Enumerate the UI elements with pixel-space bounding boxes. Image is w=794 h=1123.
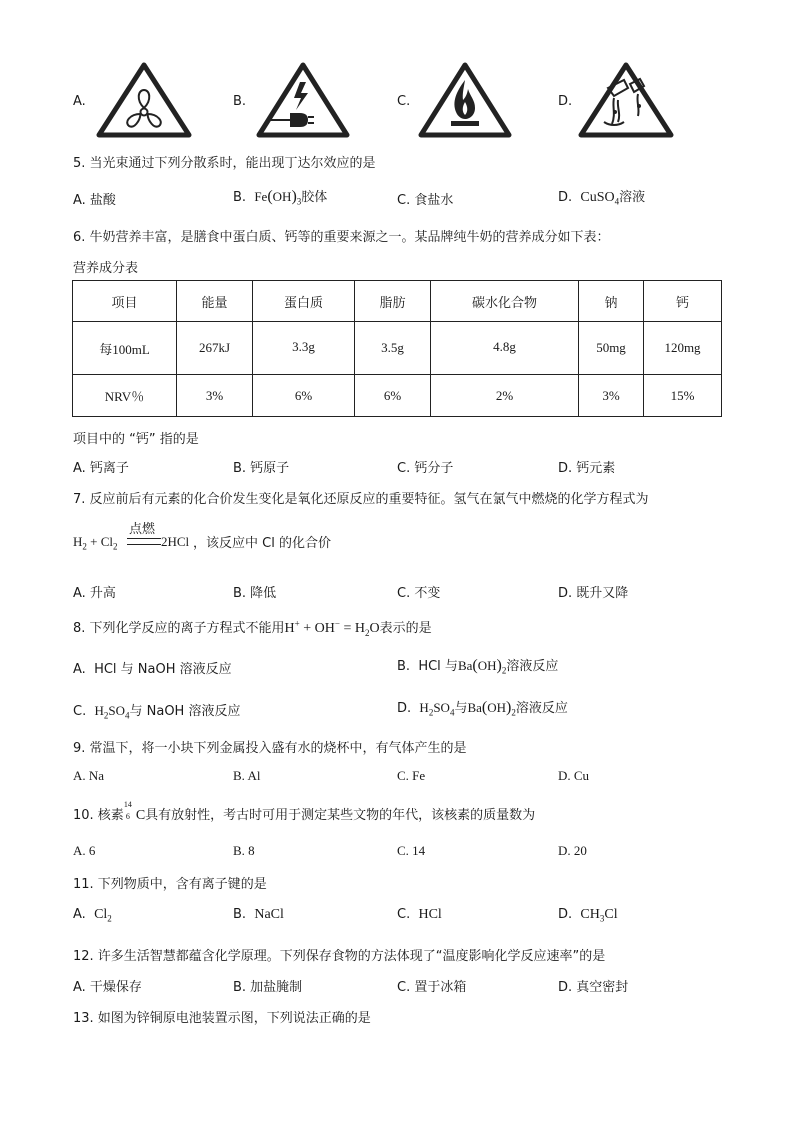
header-calcium: 钙 — [644, 281, 722, 322]
table-cell: 267kJ — [177, 322, 253, 375]
reaction-condition: 点燃 — [129, 522, 156, 537]
electrical-hazard-sign-icon — [256, 62, 350, 138]
q13-stem: 13. 如图为锌铜原电池装置示图，下列说法正确的是 — [73, 1011, 371, 1026]
q7-option-c: C. 不变 — [397, 586, 441, 601]
table-cell: NRV％ — [73, 375, 177, 417]
q5-option-c: C. 食盐水 — [397, 193, 454, 208]
fan-warning-sign-icon — [96, 62, 192, 138]
q4-option-d-label: D. — [558, 94, 573, 109]
table-cell: 每100mL — [73, 322, 177, 375]
q11-option-a: A. $Cl_2$ — [73, 907, 112, 924]
q6-option-a: A. 钙离子 — [73, 461, 129, 476]
q4-option-c-label: C. — [397, 94, 411, 109]
q9-option-a: A. Na — [73, 768, 105, 783]
header-carbohydrate: 碳水化合物 — [431, 281, 579, 322]
header-energy: 能量 — [177, 281, 253, 322]
table-cell: 50mg — [579, 322, 644, 375]
table-cell: 3% — [579, 375, 644, 417]
table-row — [73, 322, 722, 375]
table-cell: 15% — [644, 375, 722, 417]
q4-option-a-label: A. — [73, 94, 86, 109]
q12-option-c: C. 置于冰箱 — [397, 980, 467, 995]
nuclide-notation: 14 6 — [123, 800, 132, 821]
table-cell: 3% — [177, 375, 253, 417]
q9-stem: 9. 常温下，将一小块下列金属投入盛有水的烧杯中，有气体产生的是 — [73, 741, 467, 756]
q7-option-b: B. 降低 — [233, 586, 277, 601]
header-protein: 蛋白质 — [253, 281, 355, 322]
q8-option-c: C. $H_2SO_4$与 NaOH 溶液反应 — [73, 703, 241, 721]
q8-stem: 8. 下列化学反应的离子方程式不能用$H^+ + OH^- = H_2O$表示的是 — [73, 618, 432, 638]
q5-option-b: B. $Fe(OH)_3$胶体 — [233, 188, 328, 207]
table-caption: 营养成分表 — [73, 261, 139, 276]
q9-option-b: B. Al — [233, 768, 261, 783]
q8-option-b: B. HCl 与$Ba(OH)_2$溶液反应 — [397, 657, 559, 676]
table-cell: 120mg — [644, 322, 722, 375]
q8-option-a: A. HCl 与 NaOH 溶液反应 — [73, 662, 232, 677]
q6-stem: 6. 牛奶营养丰富，是膳食中蛋白质、钙等的重要来源之一。某品牌纯牛奶的营养成分如下表： — [73, 230, 610, 245]
q7-option-a: A. 升高 — [73, 586, 116, 601]
q6-option-b: B. 钙原子 — [233, 461, 290, 476]
q12-option-a: A. 干燥保存 — [73, 980, 142, 995]
table-cell: 3.5g — [355, 322, 431, 375]
q5-stem: 5. 当光束通过下列分散系时，能出现丁达尔效应的是 — [73, 156, 376, 171]
q11-option-d: D. $CH_3Cl$ — [558, 907, 618, 924]
q12-stem: 12. 许多生活智慧都蕴含化学原理。下列保存食物的方法体现了“温度影响化学反应速率”的是 — [73, 949, 606, 964]
table-row — [73, 375, 722, 417]
q4-option-b-label: B. — [233, 94, 247, 109]
q11-stem: 11. 下列物质中，含有离子键的是 — [73, 877, 267, 892]
q7-stem: 7. 反应前后有元素的化合价发生变化是氧化还原反应的重要特征。氢气在氯气中燃烧的化学方程式为 — [73, 492, 649, 507]
table-cell: 3.3g — [253, 322, 355, 375]
q9-option-c: C. Fe — [397, 768, 426, 783]
header-item: 项目 — [73, 281, 177, 322]
corrosive-sign-icon — [578, 62, 674, 138]
q12-option-b: B. 加盐腌制 — [233, 980, 303, 995]
q11-option-b: B. NaCl — [233, 907, 284, 922]
table-header-row — [73, 281, 722, 322]
q7-option-d: D. 既升又降 — [558, 586, 629, 601]
q10-option-a: A. 6 — [73, 843, 96, 858]
q10-option-b: B. 8 — [233, 843, 255, 858]
table-cell: 6% — [253, 375, 355, 417]
q10-option-d: D. 20 — [558, 843, 587, 858]
q5-option-a: A. 盐酸 — [73, 193, 116, 208]
q6-question: 项目中的 “钙” 指的是 — [73, 432, 199, 447]
q8-option-d: D. $H_2SO_4$与$Ba(OH)_2$溶液反应 — [397, 699, 568, 718]
nutrition-table — [72, 280, 722, 417]
flammable-sign-icon — [418, 62, 512, 138]
table-cell: 6% — [355, 375, 431, 417]
table-cell: 4.8g — [431, 322, 579, 375]
q6-option-d: D. 钙元素 — [558, 461, 616, 476]
q5-option-d: D. CuSO$_4$溶液 — [558, 190, 646, 207]
q11-option-c: C. HCl — [397, 907, 442, 922]
header-fat: 脂肪 — [355, 281, 431, 322]
q10-stem: 10. 核素 14 6 C具有放射性，考古时可用于测定某些文物的年代，该核素的质量数为 — [73, 800, 536, 823]
q12-option-d: D. 真空密封 — [558, 980, 629, 995]
reaction-arrow — [127, 538, 161, 545]
table-cell: 2% — [431, 375, 579, 417]
q9-option-d: D. Cu — [558, 768, 590, 783]
q6-option-c: C. 钙分子 — [397, 461, 454, 476]
header-sodium: 钠 — [579, 281, 644, 322]
q10-option-c: C. 14 — [397, 843, 426, 858]
